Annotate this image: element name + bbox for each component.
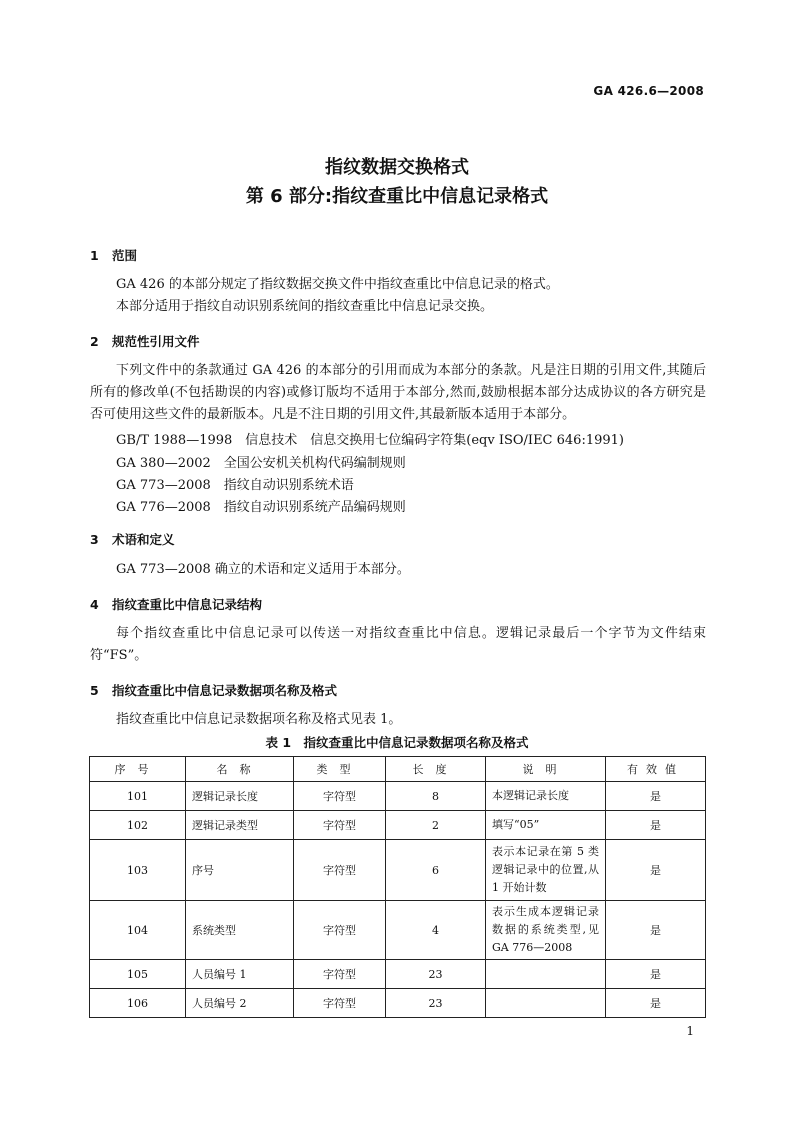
cell-description: [486, 989, 606, 1018]
cell-type: 字符型: [294, 901, 386, 960]
section-number: 4: [90, 597, 99, 612]
data-item-table: [89, 756, 706, 1018]
section-title: 指纹查重比中信息记录结构: [112, 597, 263, 612]
cell-name: 逻辑记录类型: [186, 811, 294, 840]
document-title: 指纹数据交换格式: [325, 157, 469, 178]
cell-description: 表示生成本逻辑记录数据的系统类型,见 GA 776—2008: [486, 901, 606, 960]
reference-item: GA 773—2008 指纹自动识别系统术语: [116, 478, 354, 493]
cell-valid: 是: [606, 840, 706, 901]
column-header-type: 类型: [294, 757, 386, 782]
table-row: [90, 901, 706, 960]
section-1-paragraph-2: 本部分适用于指纹自动识别系统间的指纹查重比中信息记录交换。: [116, 299, 494, 314]
column-header-valid: 有效值: [606, 757, 706, 782]
cell-serial: 102: [90, 811, 186, 840]
reference-item: GB/T 1988—1998 信息技术 信息交换用七位编码字符集(eqv ISO/IEC 646:1991): [116, 433, 624, 448]
section-5-paragraph-1: 指纹查重比中信息记录数据项名称及格式见表 1。: [116, 712, 402, 727]
section-title: 范围: [112, 248, 138, 263]
section-3-paragraph-1: GA 773—2008 确立的术语和定义适用于本部分。: [116, 562, 410, 577]
cell-type: 字符型: [294, 960, 386, 989]
cell-length: 23: [386, 989, 486, 1018]
section-5-heading: [90, 681, 337, 699]
document-code: GA 426.6—2008: [593, 84, 704, 98]
section-1-heading: [90, 246, 137, 264]
table-header-row: [90, 757, 706, 782]
cell-name: 人员编号 2: [186, 989, 294, 1018]
column-header-description: 说明: [486, 757, 606, 782]
cell-description: 填写“05”: [486, 811, 606, 840]
cell-length: 4: [386, 901, 486, 960]
section-2-heading: [90, 332, 200, 350]
table-row: [90, 840, 706, 901]
cell-serial: 104: [90, 901, 186, 960]
cell-description: 本逻辑记录长度: [486, 782, 606, 811]
table-row: [90, 989, 706, 1018]
document-subtitle: 第 6 部分:指纹查重比中信息记录格式: [245, 186, 549, 207]
section-2-paragraph-1: 下列文件中的条款通过 GA 426 的本部分的引用而成为本部分的条款。凡是注日期的引用文件,其随后所有的修改单(不包括勘误的内容)或修订版均不适用于本部分,然而,鼓励根据本部分达成协议的各方研究是否可使用这些文件的最新版本。凡是不注日期的引用文件,其最新版本适用于本部分。: [90, 363, 706, 422]
cell-valid: 是: [606, 960, 706, 989]
cell-length: 6: [386, 840, 486, 901]
cell-valid: 是: [606, 901, 706, 960]
page-number: 1: [686, 1024, 694, 1038]
column-header-length: 长度: [386, 757, 486, 782]
table-row: [90, 811, 706, 840]
section-number: 2: [90, 334, 99, 349]
cell-name: 人员编号 1: [186, 960, 294, 989]
section-number: 5: [90, 683, 99, 698]
section-4-paragraph-1: 每个指纹查重比中信息记录可以传送一对指纹查重比中信息。逻辑记录最后一个字节为文件结束符“FS”。: [90, 626, 706, 663]
cell-name: 逻辑记录长度: [186, 782, 294, 811]
column-header-serial: 序号: [90, 757, 186, 782]
cell-type: 字符型: [294, 782, 386, 811]
cell-length: 2: [386, 811, 486, 840]
table-caption: 表 1 指纹查重比中信息记录数据项名称及格式: [265, 735, 529, 750]
cell-serial: 103: [90, 840, 186, 901]
reference-item: GA 776—2008 指纹自动识别系统产品编码规则: [116, 500, 406, 515]
cell-valid: 是: [606, 989, 706, 1018]
cell-description: 表示本记录在第 5 类逻辑记录中的位置,从 1 开始计数: [486, 840, 606, 901]
cell-type: 字符型: [294, 811, 386, 840]
cell-valid: 是: [606, 782, 706, 811]
cell-serial: 101: [90, 782, 186, 811]
table-row: [90, 960, 706, 989]
section-number: 3: [90, 532, 99, 547]
table-row: [90, 782, 706, 811]
section-title: 术语和定义: [112, 532, 175, 547]
cell-length: 23: [386, 960, 486, 989]
section-4-heading: [90, 595, 262, 613]
cell-serial: 105: [90, 960, 186, 989]
cell-type: 字符型: [294, 989, 386, 1018]
section-3-heading: [90, 530, 175, 548]
section-number: 1: [90, 248, 99, 263]
cell-description: [486, 960, 606, 989]
cell-valid: 是: [606, 811, 706, 840]
section-title: 指纹查重比中信息记录数据项名称及格式: [112, 683, 338, 698]
reference-item: GA 380—2002 全国公安机关机构代码编制规则: [116, 456, 406, 471]
cell-name: 序号: [186, 840, 294, 901]
section-1-paragraph-1: GA 426 的本部分规定了指纹数据交换文件中指纹查重比中信息记录的格式。: [116, 277, 559, 292]
cell-type: 字符型: [294, 840, 386, 901]
cell-name: 系统类型: [186, 901, 294, 960]
cell-length: 8: [386, 782, 486, 811]
column-header-name: 名称: [186, 757, 294, 782]
section-title: 规范性引用文件: [112, 334, 200, 349]
cell-serial: 106: [90, 989, 186, 1018]
